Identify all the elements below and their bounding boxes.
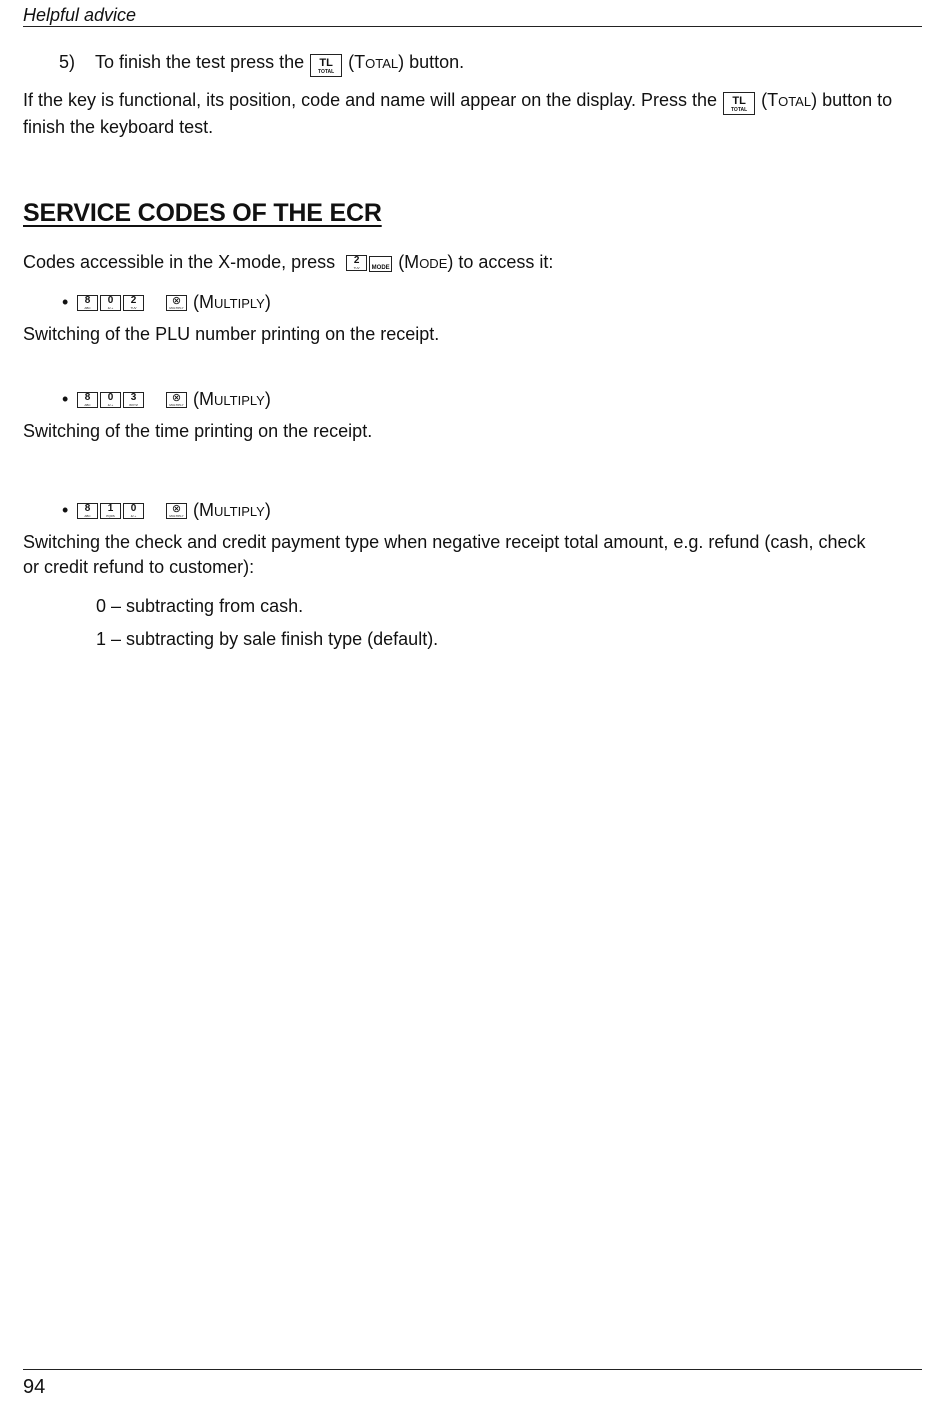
step-5 bbox=[59, 50, 922, 77]
key-1-icon: 1 PQRS bbox=[100, 503, 121, 519]
keyboard-test-paragraph bbox=[23, 88, 922, 140]
total-key-icon: TL TOTAL bbox=[310, 54, 342, 77]
multiply-label: (MULTIPLY) bbox=[193, 292, 271, 312]
multiply-key-icon: ⊗ MULTIPLY bbox=[166, 503, 187, 519]
key-8-icon: 8 ABC bbox=[77, 503, 98, 519]
section-title: SERVICE CODES OF THE ECR bbox=[23, 199, 382, 227]
key-2-icon: 2 TUV bbox=[346, 255, 367, 271]
intro-text-after: ) to access it: bbox=[447, 252, 554, 272]
total-label: (TOTAL bbox=[761, 90, 812, 110]
code-802-description: Switching of the PLU number printing on the receipt. bbox=[23, 324, 440, 344]
code-810-bullet: • 8 ABC 1 PQRS 0 &/.+ ⊗ MULTIPLY (MULTIPLY) bbox=[62, 500, 271, 520]
total-label: (TOTAL bbox=[348, 52, 399, 72]
multiply-label: (MULTIPLY) bbox=[193, 389, 271, 409]
mode-key-icon: MODE bbox=[369, 256, 392, 272]
code-803-description: Switching of the time printing on the receipt. bbox=[23, 421, 373, 441]
page-footer bbox=[23, 1369, 922, 1398]
page-header bbox=[23, 4, 922, 27]
code-810-description-line2: or credit refund to customer): bbox=[23, 557, 255, 577]
total-key-icon: TL TOTAL bbox=[723, 92, 755, 115]
key-0-icon: 0 &/.+ bbox=[100, 392, 121, 408]
mode-label: (MODE bbox=[398, 252, 448, 272]
para-text-after: ) button to finish the keyboard test. bbox=[23, 90, 893, 137]
key-8-icon: 8 ABC bbox=[77, 392, 98, 408]
code-810-description-line1: Switching the check and credit payment type when negative receipt total amount, e.g. refund (cash, check bbox=[23, 532, 866, 552]
section-intro bbox=[23, 250, 922, 276]
key-0-icon: 0 &/.+ bbox=[123, 503, 144, 519]
step-number: 5) bbox=[59, 52, 76, 72]
step-text-after: ) button. bbox=[398, 52, 465, 72]
multiply-key-icon: ⊗ MULTIPLY bbox=[166, 392, 187, 408]
code-803-bullet: • 8 ABC 0 &/.+ 3 WXYZ ⊗ MULTIPLY (MULTIPLY) bbox=[62, 389, 271, 409]
header-title: Helpful advice bbox=[23, 5, 137, 25]
step-text: To finish the test press the bbox=[95, 52, 305, 72]
intro-text: Codes accessible in the X-mode, press bbox=[23, 252, 336, 272]
multiply-key-icon: ⊗ MULTIPLY bbox=[166, 295, 187, 311]
option-item: 1 – subtracting by sale finish type (default). bbox=[96, 629, 439, 649]
code-802-bullet: • 8 ABC 0 &/.+ 2 TUV ⊗ MULTIPLY (MULTIPLY) bbox=[62, 292, 271, 312]
para-text: If the key is functional, its position, code and name will appear on the display. Press the bbox=[23, 90, 718, 110]
key-2-icon: 2 TUV bbox=[123, 295, 144, 311]
key-0-icon: 0 &/.+ bbox=[100, 295, 121, 311]
page-number: 94 bbox=[23, 1376, 46, 1398]
key-8-icon: 8 ABC bbox=[77, 295, 98, 311]
option-item: 0 – subtracting from cash. bbox=[96, 596, 304, 616]
multiply-label: (MULTIPLY) bbox=[193, 500, 271, 520]
key-3-icon: 3 WXYZ bbox=[123, 392, 144, 408]
